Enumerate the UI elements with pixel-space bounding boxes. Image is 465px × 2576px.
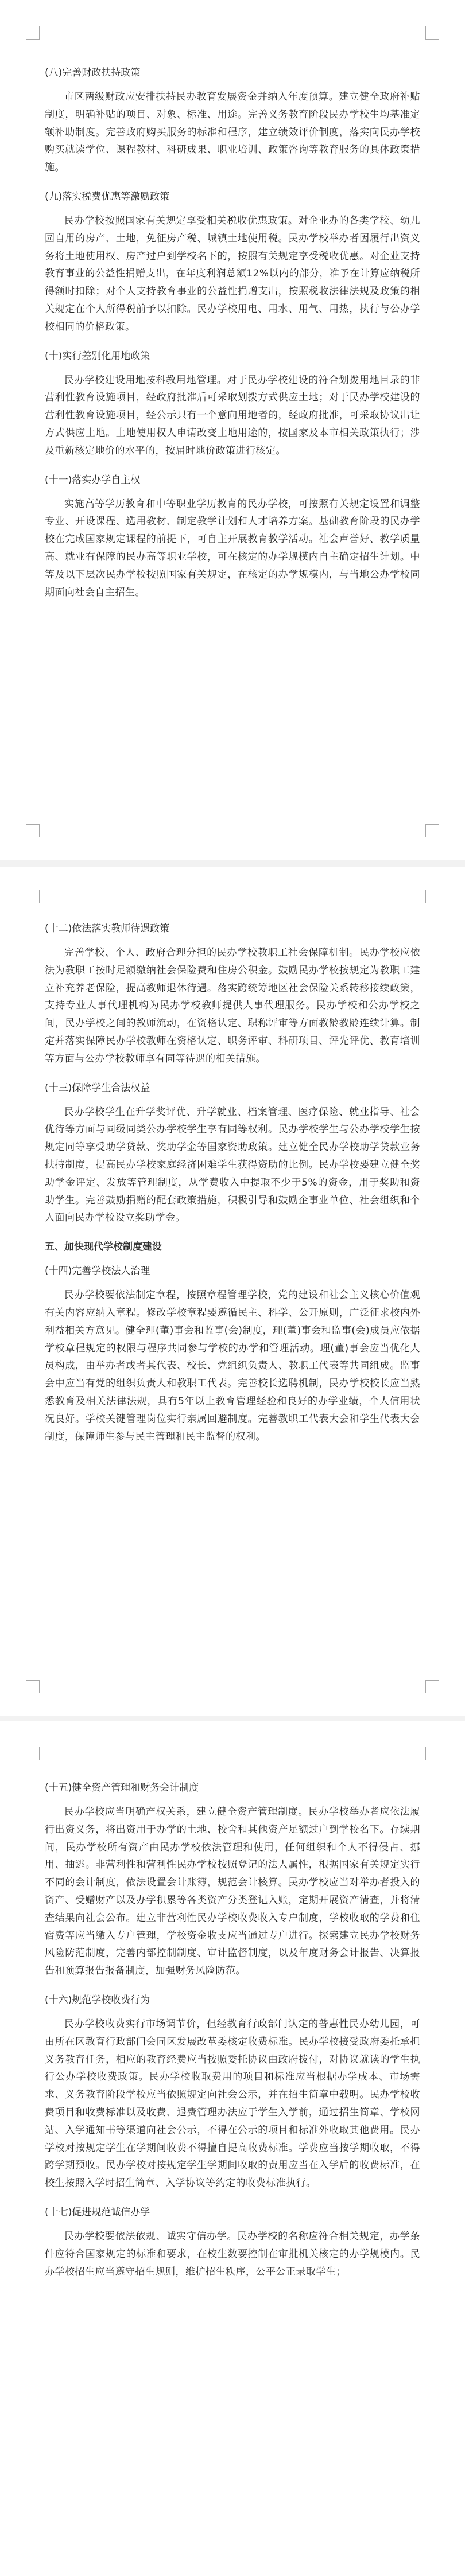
section-paragraph: 民办学校学生在升学奖评优、升学就业、档案管理、医疗保险、就业指导、社会优待等方面与同级同类公办学校学生享有同等权利。民办学校学生与公办学校学生按规定同等享受助学贷款、奖助学金等国家资助政策。建立健全民办学校助学贷款业务扶持制度，提高民办学校家庭经济困难学生获得资助的比例。民办学校要建立健全奖助学金评定、发放等管理制度，从学费收入中提取不少于5%的资金，用于奖助和资助学生。完善鼓励捐赠的配套政策措施，积极引导和鼓励企事业单位、社会组织和个人面向民办学校设立奖助学金。 [45,1106,420,1224]
crop-mark [425,824,439,837]
section-paragraph: 民办学校按照国家有关规定享受相关税收优惠政策。对企业办的各类学校、幼儿园自用的房产、土地，免征房产税、城镇土地使用税。民办学校举办者因履行出资义务将土地使用权、房产过户到学校名下的，按照有关规定享受税收优惠。对企业支持教育事业的公益性捐赠支出，在年度利润总额12%以内的部分，准予在计算应纳税所得额时扣除；对个人支持教育事业的公益性捐赠支出，按照税收法律法规及政策的相关规定在个人所得税前予以扣除。民办学校用电、用水、用气、用热，执行与公办学校相同的价格政策。 [45,215,420,333]
section-paragraph: 民办学校建设用地按科教用地管理。对于民办学校建设的符合划拨用地目录的非营利性教育设施项目，经政府批准后可采取划拨方式供应土地；对于民办学校建设的营利性教育设施项目，经公示只有一个意向用地者的，经政府批准，可采取协议出让方式供应土地。土地使用权人申请改变土地用途的，按国家及本市相关政策执行；涉及重新核定地价的水平的，按届时地价政策进行核定。 [45,374,420,457]
section-paragraph: 市区两级财政应安排扶持民办教育发展资金并纳入年度预算。建立健全政府补贴制度，明确补贴的项目、对象、标准、用途。完善义务教育阶段民办学校生均基准定额补助制度。完善政府购买服务的标准和程序，建立绩效评价制度，落实向民办学校购买就读学位、课程教材、科研成果、职业培训、政策咨询等教育服务的具体政策措施。 [45,91,420,174]
section-paragraph: 完善学校、个人、政府合理分担的民办学校教职工社会保障机制。民办学校应依法为教职工按时足额缴纳社会保险费和住房公积金。鼓励民办学校按规定为教职工建立补充养老保险，提高教师退休待遇。落实跨统筹地区社会保险关系转移接续政策，支持专业人事代理机构为民办学校教师提供人事代理服务。民办学校和公办学校之间，民办学校之间的教师流动，在资格认定、职称评审等方面教龄教龄连续计算。制定并落实保障民办学校教师在资格认定、职务评审、科研项目、评先评优、教育培训等方面与公办学校教师享有同等待遇的相关措施。 [45,947,420,1065]
section-paragraph: 民办学校收费实行市场调节价，但经教育行政部门认定的普惠性民办幼儿园，可由所在区教育行政部门会同区发展改革委核定收费标准。民办学校接受政府委托承担义务教育任务，相应的教育经费应当按照委托协议由政府拨付，对协议就读的学生执行公办学校收费政策。民办学校收取费用的项目和标准应当根据办学成本、市场需求、义务教育阶段学校应当依照规定向社会公示，并在招生简章中载明。民办学校收费项目和收费标准以及收费、退费管理办法应于学生入学前，通过招生简章、学校网站、入学通知书等渠道向社会公示，不得在公示的项目和标准外收取其他费用。民办学校对按规定学生在学期间收费不得擅自提高收费标准。学费应当按学期收取，不得跨学期预收。民办学校对按规定学生学期间收取的费用应当在入学后的收费标准，在校生按照入学时招生简章、入学协议等约定的收费标准执行。 [45,2018,420,2189]
section-heading: (十)实行差别化用地政策 [45,350,150,362]
crop-mark [26,890,40,903]
section-heading: (十二)依法落实教师待遇政策 [45,923,170,934]
crop-mark [425,26,439,40]
section-heading: (十一)落实办学自主权 [45,474,141,486]
crop-mark [26,824,40,837]
crop-mark [425,1747,439,1760]
section-heading: (十七)促进规范诚信办学 [45,2206,150,2218]
document-page-1 [0,0,465,860]
section-paragraph: 民办学校要依法依规、诚实守信办学。民办学校的名称应符合相关规定，办学条件应符合国家规定的标准和要求，在校生数要控制在审批机关核定的办学规模内。民办学校招生应当遵守招生规则，维护招生秩序，公平公正录取学生； [45,2230,420,2278]
section-paragraph: 民办学校应当明确产权关系，建立健全资产管理制度。民办学校举办者应依法履行出资义务，将出资用于办学的土地、校舍和其他资产足额过户到学校名下。存续期间，民办学校所有资产由民办学校依法管理和使用，任何组织和个人不得侵占、挪用、抽逃。非营利性和营利性民办学校按照登记的法人属性，根据国家有关规定实行不同的会计制度，依法设置会计账簿，规范会计核算。民办学校应当对举办者投入的资产、受赠财产以及办学积累等各类资产分类登记入账，定期开展资产清查，并将清查结果向社会公布。建立非营利性民办学校收费收入专户制度，学校收取的学费和住宿费等应当缴入专户管理，学校资金收支应当通过专户进行。探索建立民办学校财务风险防范制度，完善内部控制制度、审计监督制度，以及年度财务会计报告、决算报告和预算报告报备制度，加强财务风险防范。 [45,1806,420,1977]
section-paragraph: 民办学校要依法制定章程，按照章程管理学校，党的建设和社会主义核心价值观有关内容应纳入章程。修改学校章程要遵循民主、科学、公开原则，广泛征求校内外利益相关方意见。健全理(董)事会和监事(会)制度，理(董)事会和监事(会)成员应依据学校章程规定的权限与程序共同参与学校的办学和管理活动。理(董)事会应当优化人员构成，由举办者或者其代表、校长、党组织负责人、教职工代表等共同组成。监事会中应当有党的组织负责人和教职工代表。完善校长选聘机制，民办学校校长应当熟悉教育及相关法律法规，具有5年以上教育管理经验和良好的办学业绩，个人信用状况良好。学校关键管理岗位实行亲属回避制度。完善教职工代表大会和学生代表大会制度，保障师生参与民主管理和民主监督的权利。 [45,1289,420,1443]
crop-mark [26,1747,40,1760]
document-page-3 [0,1721,465,2576]
section-heading: (八)完善财政扶持政策 [45,67,141,79]
section-heading: (十四)完善学校法人治理 [45,1265,150,1277]
chapter-heading: 五、加快现代学校制度建设 [45,1241,162,1253]
document-page-2 [0,867,465,1716]
crop-mark [26,1680,40,1693]
crop-mark [26,26,40,40]
crop-mark [425,890,439,903]
crop-mark [425,1680,439,1693]
section-paragraph: 实施高等学历教育和中等职业学历教育的民办学校，可按照有关规定设置和调整专业、开设课程、选用教材、制定教学计划和人才培养方案。基础教育阶段的民办学校在完成国家规定课程的前提下，可自主开展教育教学活动。社会声誉好、教学质量高、就业有保障的民办高等职业学校，可在核定的办学规模内自主确定招生计划。中等及以下层次民办学校按照国家有关规定，在核定的办学规模内，与当地公办学校同期面向社会自主招生。 [45,498,420,598]
section-heading: (十三)保障学生合法权益 [45,1082,150,1094]
section-heading: (十六)规范学校收费行为 [45,1994,150,2006]
section-heading: (十五)健全资产管理和财务会计制度 [45,1782,199,1794]
section-heading: (九)落实税费优惠等激励政策 [45,190,170,202]
